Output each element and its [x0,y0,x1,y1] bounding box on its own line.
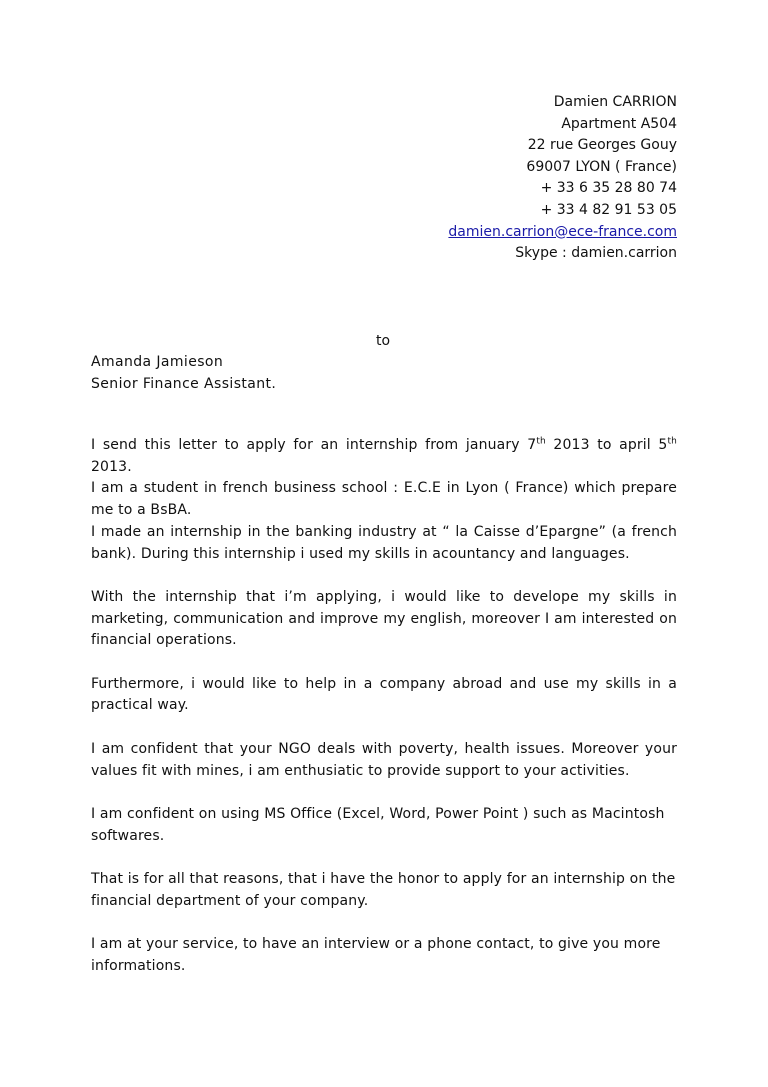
letter-body [91,435,677,999]
paragraph-application [91,435,677,478]
recipient-name: Amanda Jamieson [91,354,224,370]
recipient-block [91,352,276,395]
paragraph-previous-internship: I made an internship in the banking industry at “ la Caisse d’Epargne” (a french bank). During this internship i used my skills in acountancy and languages. [91,523,677,562]
ordinal-suffix-2: th [667,436,677,447]
sender-skype: Skype : damien.carrion [515,245,677,262]
sender-email-link[interactable]: damien.carrion@ece-france.com [448,223,677,240]
sender-block [448,92,677,265]
sender-phone-2: + 33 4 82 91 53 05 [540,201,677,218]
paragraph-goals: With the internship that i’m applying, i would like to develope my skills in marketing, communication and improve my english, moreover I am interested on financial operations. [91,588,677,649]
application-text-c: 2013. [91,458,132,475]
paragraph-student: I am a student in french business school : E.C.E in Lyon ( France) which prepare me to a BsBA. [91,480,677,519]
application-text-a: I send this letter to apply for an internship from january 7 [91,437,537,453]
paragraph-honor: That is for all that reasons, that i have the honor to apply for an internship on the financial department of your company. [91,870,676,909]
sender-name: Damien CARRION [553,94,677,110]
to-label: to [376,333,391,349]
ordinal-suffix-1: th [536,436,546,447]
sender-address-line-1: Apartment A504 [561,115,677,132]
sender-phone-1: + 33 6 35 28 80 74 [540,180,677,197]
recipient-title: Senior Finance Assistant. [91,375,277,392]
paragraph-ngo: I am confident that your NGO deals with poverty, health issues. Moreover your values fit with mines, i am enthusiatic to provide support to your activities. [91,740,677,779]
application-text-b: 2013 to april 5 [545,437,668,453]
paragraph-service: I am at your service, to have an interview or a phone contact, to give you more informations. [91,936,661,974]
paragraph-abroad: Furthermore, i would like to help in a company abroad and use my skills in a practical way. [91,675,677,714]
paragraph-software: I am confident on using MS Office (Excel, Word, Power Point ) such as Macintosh softwares. [91,805,665,844]
sender-address-line-2: 22 rue Georges Gouy [527,137,677,154]
sender-city: 69007 LYON ( France) [526,158,677,175]
